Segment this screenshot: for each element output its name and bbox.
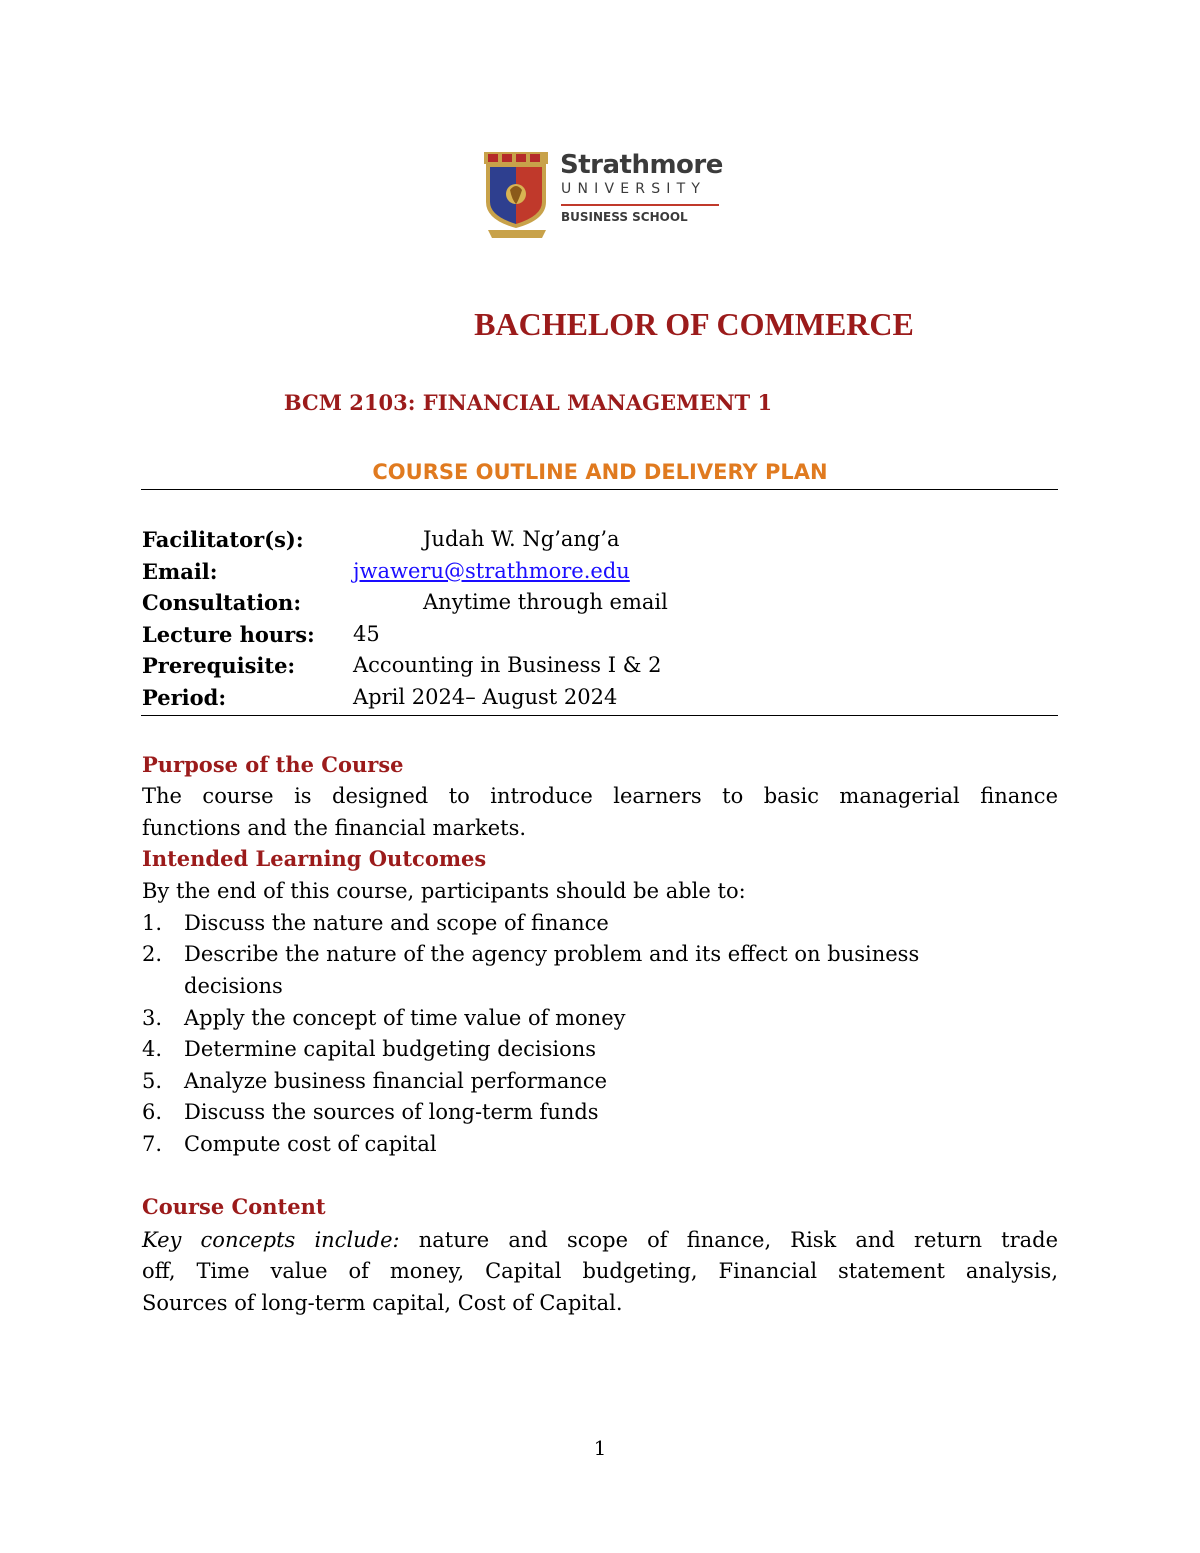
purpose-heading: Purpose of the Course	[142, 752, 404, 777]
purpose-line-1: The course is designed to introduce learners to basic managerial finance	[142, 784, 1058, 808]
content-heading: Course Content	[142, 1194, 326, 1219]
crest-icon	[482, 150, 552, 240]
prereq-label: Prerequisite:	[142, 653, 296, 678]
lecture-value: 45	[353, 622, 380, 646]
outcomes-heading: Intended Learning Outcomes	[142, 846, 487, 871]
top-divider	[141, 489, 1058, 490]
program-title: BACHELOR OF COMMERCE	[474, 306, 914, 342]
logo-name: Strathmore	[560, 150, 723, 180]
content-line-1-text: nature and scope of finance, Risk and return trade	[399, 1228, 1059, 1252]
consultation-label: Consultation:	[142, 590, 302, 615]
course-title: BCM 2103: FINANCIAL MANAGEMENT 1	[283, 390, 773, 415]
email-label: Email:	[142, 559, 218, 584]
bottom-divider	[141, 715, 1058, 716]
page-number: 1	[593, 1436, 607, 1460]
facilitator-label: Facilitator(s):	[142, 527, 304, 552]
content-line-1	[142, 1225, 1058, 1257]
logo-school: BUSINESS SCHOOL	[561, 210, 688, 224]
email-link[interactable]: jwaweru@strathmore.edu	[353, 559, 630, 583]
period-label: Period:	[142, 685, 227, 710]
prereq-value: Accounting in Business I & 2	[353, 653, 662, 677]
facilitator-value: Judah W. Ng’ang’a	[423, 527, 620, 551]
content-line-2: off, Time value of money, Capital budgeting, Financial statement analysis,	[142, 1259, 1058, 1283]
content-line-3: Sources of long-term capital, Cost of Capital.	[142, 1291, 623, 1315]
outline-title: COURSE OUTLINE AND DELIVERY PLAN	[372, 460, 828, 484]
lecture-label: Lecture hours:	[142, 622, 315, 647]
university-logo	[482, 150, 722, 240]
outcomes-intro: By the end of this course, participants should be able to:	[142, 879, 746, 903]
content-lead: Key concepts include:	[142, 1228, 400, 1252]
consultation-value: Anytime through email	[423, 590, 668, 614]
logo-divider	[561, 204, 719, 206]
period-value: April 2024– August 2024	[353, 685, 618, 709]
purpose-line-2: functions and the financial markets.	[142, 816, 527, 840]
logo-university: UNIVERSITY	[561, 181, 707, 197]
